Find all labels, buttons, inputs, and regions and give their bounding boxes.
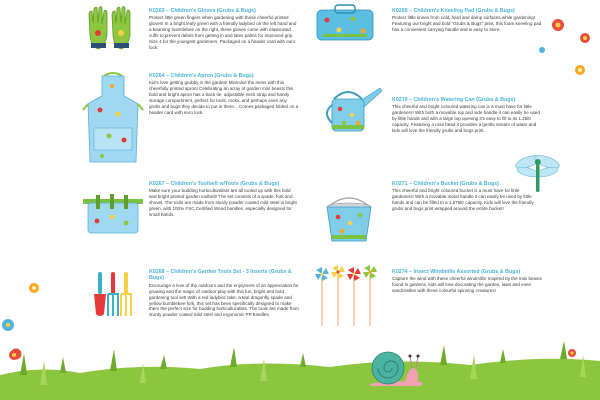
product-title: K0270 – Children's Watering Can (Grubs & Bugs): [392, 97, 516, 103]
bucket-icon: [322, 193, 376, 245]
product-description: Encourage a love of the outdoors and the enjoyment of an appreciation for growing and the magic of outdoor play with this fun, bright and bold gardening tool set! With a red ladybird rake, a teal dragonfly spade and yellow bumblebee fork, this set has been specifically designed to make them the perfect size for budding horticulturalists. The tools are made from sturdy powder coated mild steel and ergonomic PP handles.: [149, 282, 299, 318]
product-title: K0274 – Insect Windmills Assorted (Grubs & Bugs): [392, 269, 521, 275]
product-garden-tools: [149, 269, 299, 318]
product-gloves: [149, 8, 299, 51]
product-description: Make sure your budding horticulturalists are all tooled up with this bold and bright printed garden toolbelt! The set consists of a spade, fork and shovel. The tools are made from sturdy powder coated mild steel in bright green, with 100% FSC Certified Wood handles, especially designed for small hands.: [149, 188, 297, 218]
product-bucket: [392, 181, 542, 212]
grass-decoration: [0, 335, 600, 400]
product-title: K0263 – Children's Gloves (Grubs & Bugs): [149, 8, 256, 14]
toolbelt-icon: [82, 193, 144, 237]
product-title: K0268 – Children's Garden Tools Set - 3 Inserts (Grubs & Bugs): [149, 269, 292, 282]
gloves-icon: [85, 5, 137, 55]
product-title: K0264 – Children's Apron (Grubs & Bugs): [149, 73, 254, 79]
product-toolbelt: [149, 181, 299, 218]
product-description: This cheerful and bright coloured watering can is a must have for little gardeners! With both a movable top and side handle it can easily be used by little hands and with a large top opening it's easy to fill to its 1.25ltr capacity. Featuring a rose head it provides a gentle stream of water and kids will love the friendly grubs and bugs print.: [392, 104, 540, 134]
snail-icon: [368, 346, 426, 388]
product-description: Protect little green fingers when gardening with these cheerful printed gloves! In a bright leafy green with a friendly ladybird on the left hand and a beaming bumblebee on the right, these gloves come with elasticated cuffs to prevent debris from getting in and latex palms for improved grip. Size 4 for the youngest gardeners. Packaged on a header card with euro lock.: [149, 15, 297, 50]
product-apron: [149, 73, 299, 116]
product-watering-can: [392, 97, 542, 134]
kneeling-pad-icon: [315, 4, 375, 44]
product-title: K0267 – Children's Toolbelt w/Tools (Grubs & Bugs): [149, 181, 280, 187]
product-description: Kid's love getting grubby in the garden! Minimise the mess with this cheerfully printed apron! Celebrating an array of garden mini beasts this bold and bright apron has a back tie, adjustable neck strap and handy storage compartment, perfect for tools, rocks, and perhaps even any grubs and bugs they decide to put in there... Comes packaged folded on a header card with euro lock.: [149, 80, 299, 115]
product-windmills: [392, 269, 542, 294]
watering-can-icon: [318, 85, 383, 135]
garden-tools-icon: [86, 268, 141, 323]
product-title: K0269 – Children's Kneeling Pad (Grubs & Bugs): [392, 8, 515, 14]
product-description: Protect little knees from cold, hard and damp surfaces while gardening! Featuring our bright and bold "Grubs & Bugs" print, this foam kneeling pad has a convenient carrying handle and is easy to store.: [392, 15, 542, 33]
product-description: This cheerful and bright coloured bucket is a must have for little gardeners! With a movable metal handle it can easily be used by little hands and can be filled to a 1.675ltr capacity. Kids will love the friendly grubs and bugs print wrapped around the entire bucket!: [392, 188, 534, 212]
apron-icon: [82, 70, 144, 165]
product-kneeling-pad: [392, 8, 542, 33]
product-description: Capture the wind with these cheerful windmills! Inspired by the mini beasts found in gardens, kids will love decorating the garden, lawn and even sandcastles with these colourful spinning creatures!: [392, 276, 542, 294]
product-title: K0271 – Children's Bucket (Grubs & Bugs): [392, 181, 499, 187]
windmill-icon: [312, 262, 382, 327]
